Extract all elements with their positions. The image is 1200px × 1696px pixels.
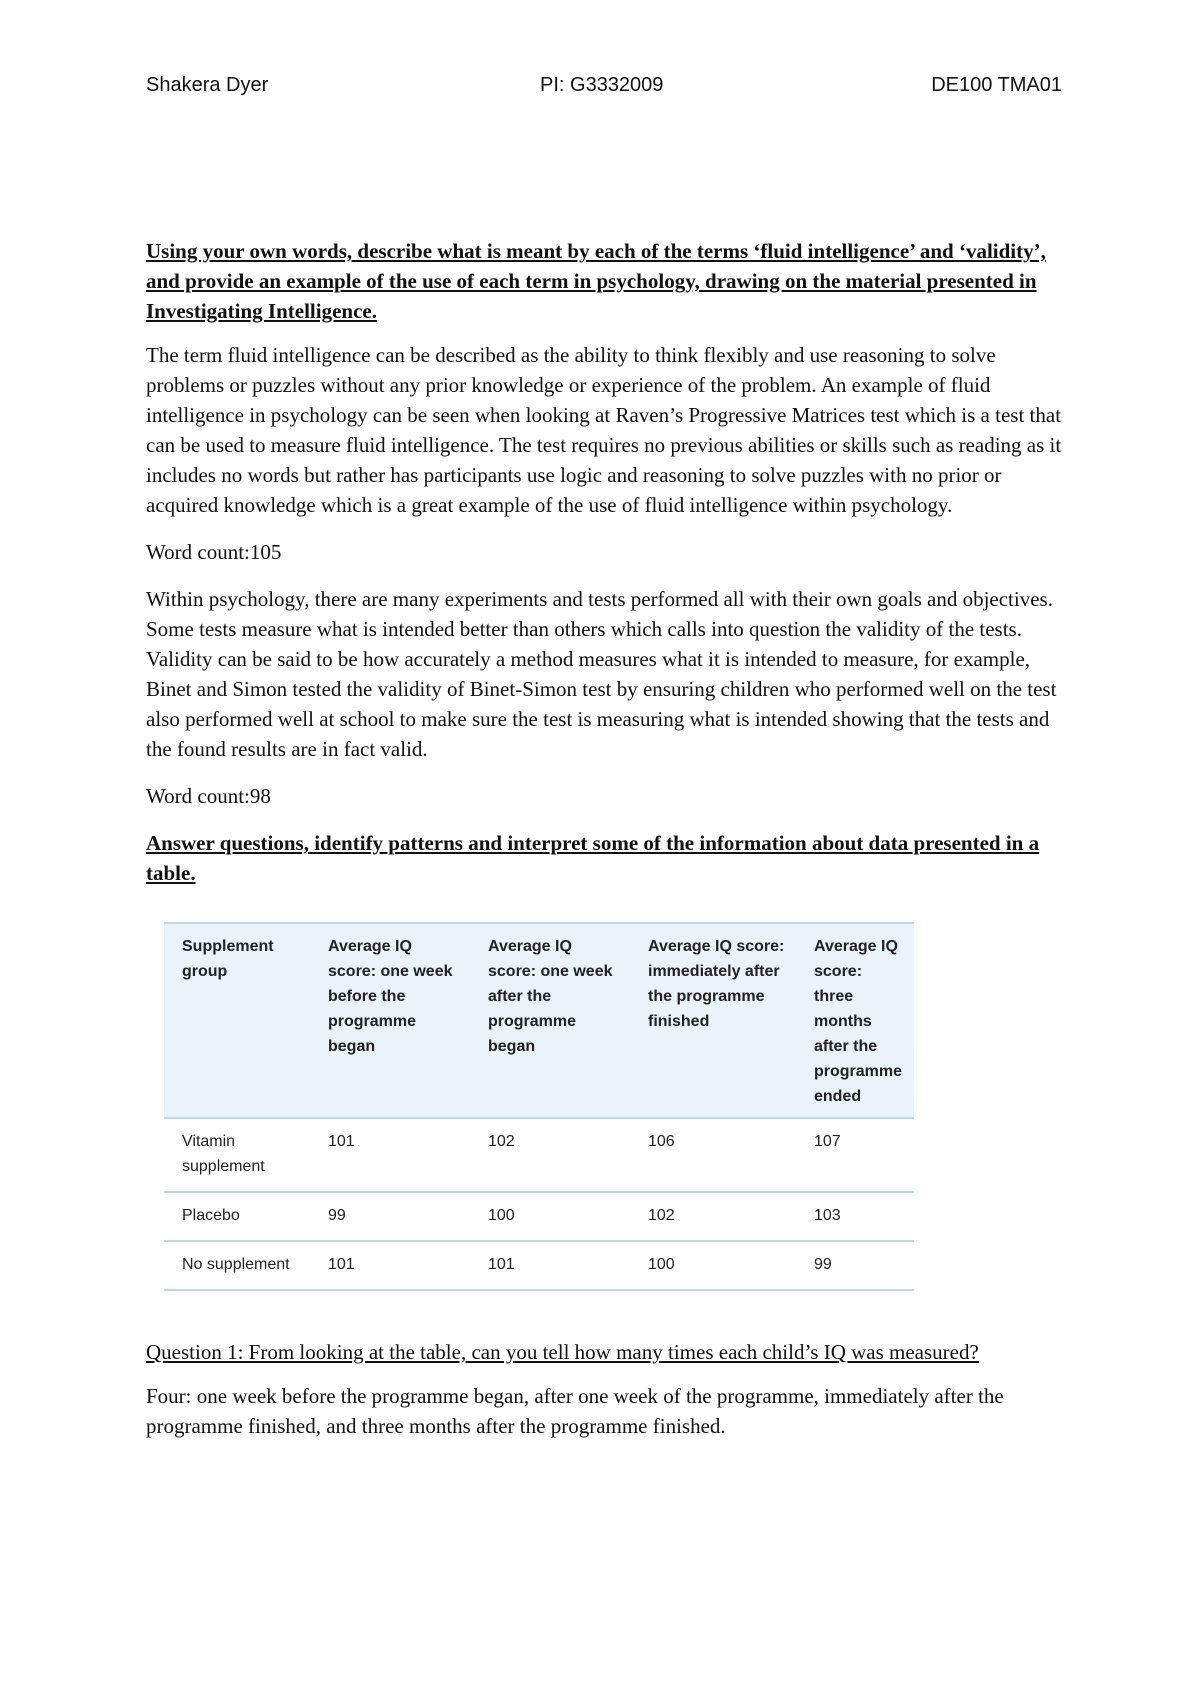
table-cell: 102 [648,1207,675,1224]
validity-paragraph: Within psychology, there are many experiments and tests performed all with their own goals and objectives. Some tests measure what is intended better than others which calls into question the validity of the tests. Validity can be said to be how accurately a method measures what it is intended to measure, for example, Binet and Simon tested the validity of Binet-Simon test by ensuring children who performed well on the test also performed well at school to make sure the test is measuring what is intended showing that the tests and the found results are in fact valid. [146,587,1057,761]
page-header [146,74,1062,104]
column-header: Average IQ score: immediately after the programme finished [648,938,785,1030]
author-name: Shakera Dyer [146,74,269,96]
section1-question: Using your own words, describe what is meant by each of the terms ‘fluid intelligence’ and ‘validity’, and provide an example of the use of each term in psychology, drawing on the material presented in Investigating Intelligence. [146,239,1046,323]
word-count-1: Word count:105 [146,540,282,564]
table-cell: 99 [814,1256,832,1273]
word-count-2: Word count:98 [146,784,271,808]
table-cell: 102 [488,1133,515,1150]
personal-identifier: PI: G3332009 [540,74,664,96]
table-header-row [164,923,914,1118]
table-cell: 101 [488,1256,515,1273]
iq-data-table [164,922,914,1291]
table-cell: Vitamin supplement [182,1133,265,1175]
table-row [164,1192,914,1241]
table-cell: No supplement [182,1256,290,1273]
document-body [146,236,1066,1441]
section2-question: Answer questions, identify patterns and interpret some of the information about data presented in a table. [146,831,1040,885]
table-cell: 101 [328,1256,355,1273]
column-header: Average IQ score: one week before the programme began [328,938,453,1055]
table-cell: 100 [488,1207,515,1224]
iq-table-container [164,922,914,1291]
table-cell: 106 [648,1133,675,1150]
table-cell: 99 [328,1207,346,1224]
table-cell: 100 [648,1256,675,1273]
course-code: DE100 TMA01 [931,74,1062,96]
table-row [164,1118,914,1192]
table-cell: 103 [814,1207,841,1224]
column-header: Average IQ score: one week after the programme began [488,938,613,1055]
question-1-answer: Four: one week before the programme began, after one week of the programme, immediately after the programme finished, and three months after the programme finished. [146,1384,1004,1438]
column-header: Supplement group [182,938,274,980]
table-cell: Placebo [182,1207,240,1224]
table-cell: 101 [328,1133,355,1150]
column-header: Average IQ score: three months after the programme ended [814,938,903,1105]
fluid-intelligence-paragraph: The term fluid intelligence can be described as the ability to think flexibly and use reasoning to solve problems or puzzles without any prior knowledge or experience of the problem. An example of fluid intelligence in psychology can be seen when looking at Raven’s Progressive Matrices test which is a test that can be used to measure fluid intelligence. The test requires no previous abilities or skills such as reading as it includes no words but rather has participants use logic and reasoning to solve puzzles with no prior or acquired knowledge which is a great example of the use of fluid intelligence within psychology. [146,343,1062,517]
question-1-prompt: Question 1: From looking at the table, can you tell how many times each child’s IQ was measured? [146,1340,979,1364]
table-row [164,1241,914,1290]
table-cell: 107 [814,1133,841,1150]
